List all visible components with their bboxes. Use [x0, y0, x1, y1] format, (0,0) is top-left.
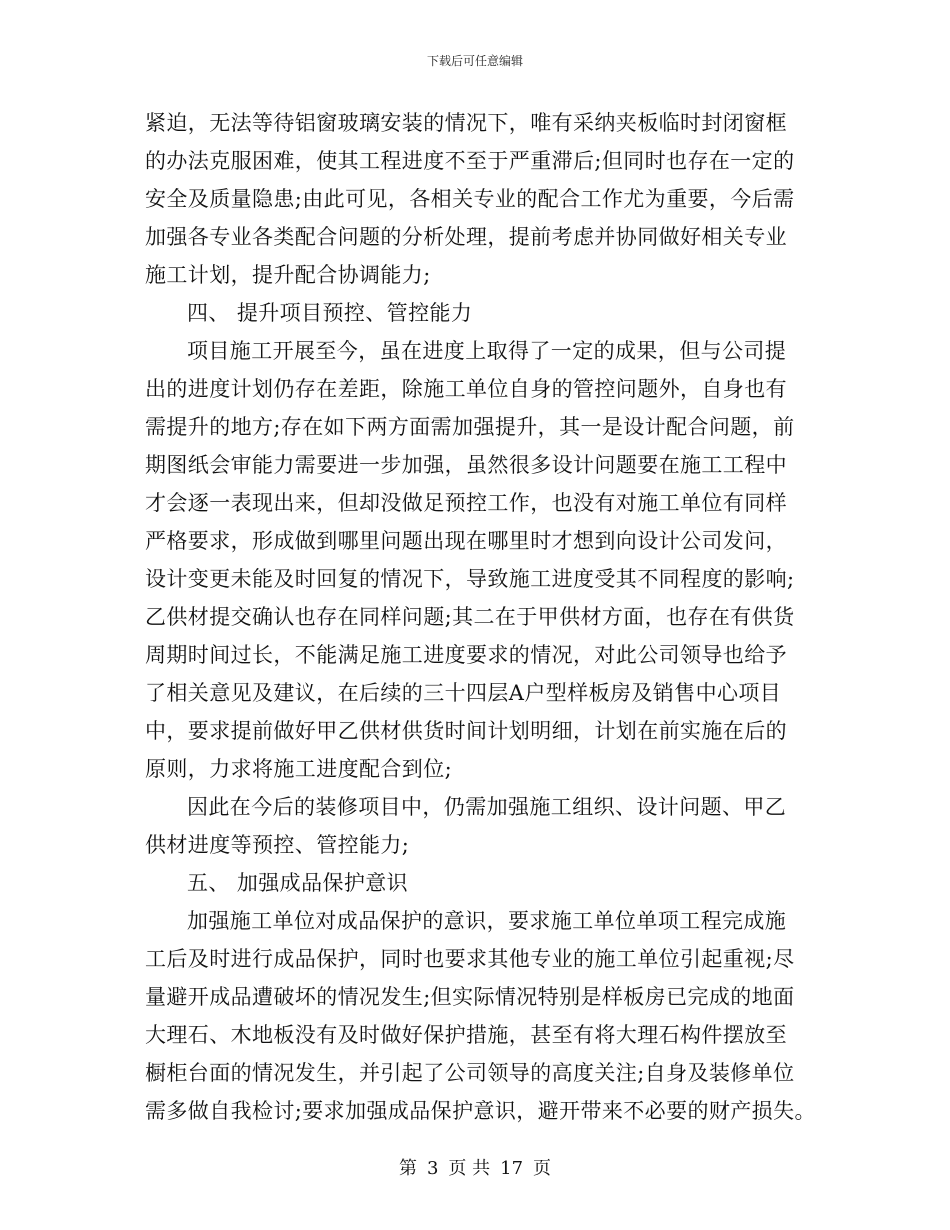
text-line: 出的进度计划仍存在差距，除施工单位自身的管控问题外，自身也有 [145, 377, 787, 401]
text-line: 四、 提升项目预控、管控能力 [187, 301, 473, 325]
text-line: 中，要求提前做好甲乙供材供货时间计划明细，计划在前实施在后的 [145, 719, 787, 743]
text-line: 加强各专业各类配合问题的分析处理，提前考虑并协同做好相关专业 [145, 225, 787, 249]
text-line: 紧迫，无法等待铝窗玻璃安装的情况下，唯有采纳夹板临时封闭窗框 [145, 111, 787, 135]
text-line: 期图纸会审能力需要进一步加强，虽然很多设计问题要在施工工程中 [145, 453, 787, 477]
text-line: 加强施工单位对成品保护的意识，要求施工单位单项工程完成施 [187, 909, 787, 933]
text-line: 五、 加强成品保护意识 [187, 871, 409, 895]
footer-prefix: 第 [398, 1158, 417, 1179]
text-line: 量避开成品遭破坏的情况发生;但实际情况特别是样板房已完成的地面 [145, 985, 795, 1009]
total-pages-number: 17 [500, 1158, 524, 1179]
text-line: 原则，力求将施工进度配合到位; [145, 757, 453, 781]
text-line: 项目施工开展至今，虽在进度上取得了一定的成果，但与公司提 [187, 339, 787, 363]
text-line: 因此在今后的装修项目中，仍需加强施工组织、设计问题、甲乙 [187, 795, 787, 819]
text-line: 才会逐一表现出来，但却没做足预控工作，也没有对施工单位有同样 [145, 491, 787, 515]
text-line: 了相关意见及建议，在后续的三十四层A户型样板房及销售中心项目 [145, 681, 782, 705]
text-line: 严格要求，形成做到哪里问题出现在哪里时才想到向设计公司发问， [145, 529, 787, 553]
document-body [145, 104, 825, 1130]
text-line: 的办法克服困难，使其工程进度不至于严重滞后;但同时也存在一定的 [145, 149, 795, 173]
text-line: 需多做自我检讨;要求加强成品保护意识，避开带来不必要的财产损失。 [145, 1099, 816, 1123]
footer-mid: 页 共 [448, 1158, 491, 1179]
text-line: 设计变更未能及时回复的情况下，导致施工进度受其不同程度的影响; [145, 567, 795, 591]
text-line: 安全及质量隐患;由此可见，各相关专业的配合工作尤为重要，今后需 [145, 187, 795, 211]
page-header: 下载后可任意编辑 [426, 54, 523, 68]
text-line: 施工计划，提升配合协调能力; [145, 263, 431, 287]
text-line: 橱柜台面的情况发生，并引起了公司领导的高度关注;自身及装修单位 [145, 1061, 795, 1085]
text-line: 供材进度等预控、管控能力; [145, 833, 410, 857]
page-footer [0, 1154, 950, 1180]
text-line: 大理石、木地板没有及时做好保护措施，甚至有将大理石构件摆放至 [145, 1023, 787, 1047]
text-line: 乙供材提交确认也存在同样问题;其二在于甲供材方面，也存在有供货 [145, 605, 795, 629]
current-page-number: 3 [426, 1158, 439, 1179]
text-line: 周期时间过长，不能满足施工进度要求的情况，对此公司领导也给予 [145, 643, 787, 667]
footer-suffix: 页 [533, 1158, 552, 1179]
text-line: 工后及时进行成品保护，同时也要求其他专业的施工单位引起重视;尽 [145, 947, 795, 971]
text-line: 需提升的地方;存在如下两方面需加强提升，其一是设计配合问题，前 [145, 415, 795, 439]
